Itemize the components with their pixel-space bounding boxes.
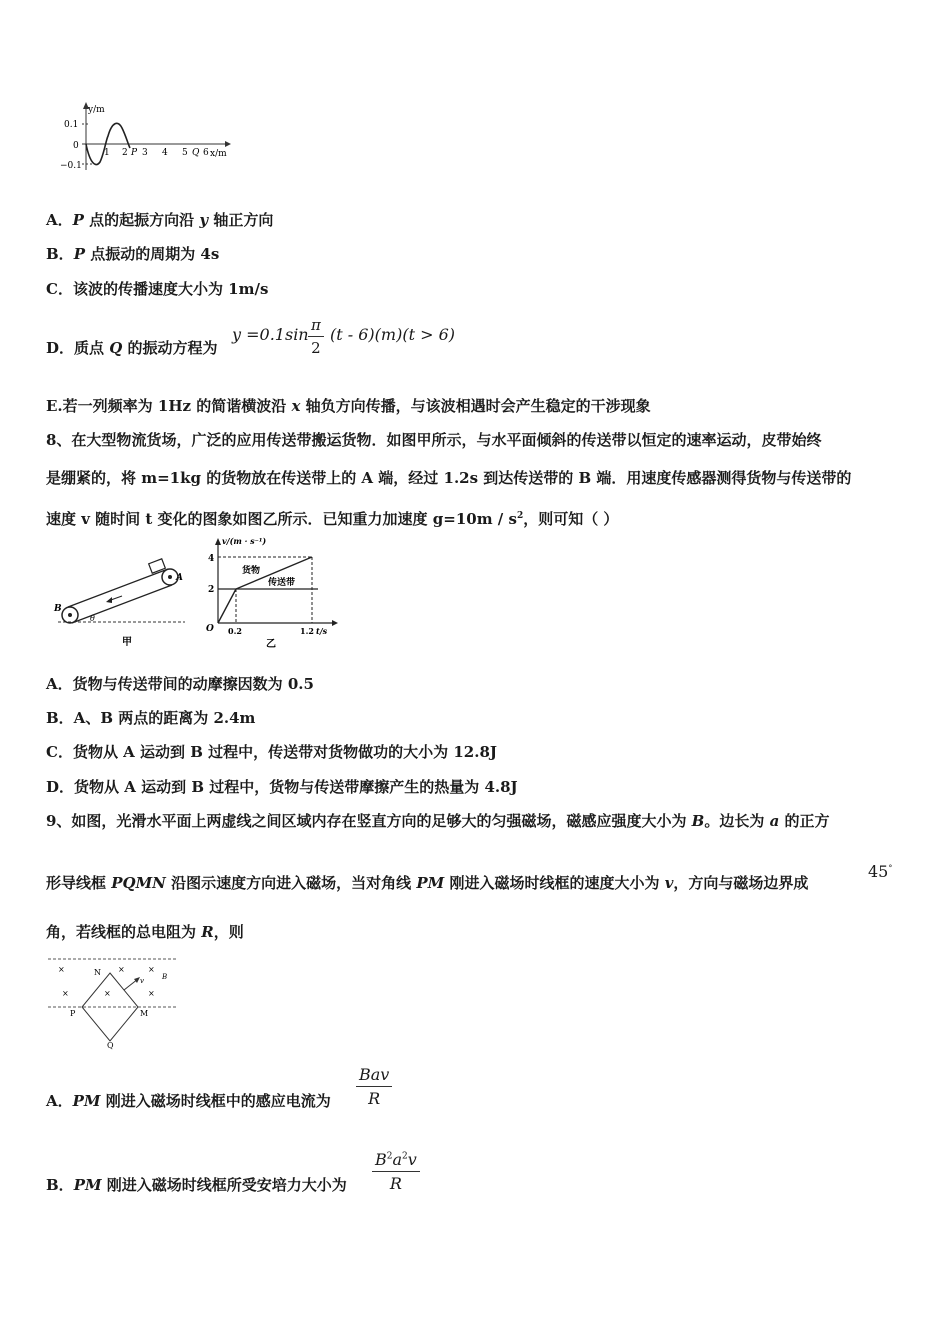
option-var: Q (109, 339, 123, 357)
option-text: 的振动方程为 (122, 339, 218, 357)
label-p: P (70, 1009, 76, 1018)
option-var: y (199, 211, 209, 229)
q9-stem-line (46, 811, 830, 831)
wave-x-tick: 4 (162, 148, 168, 158)
wave-x-tick: 5 (182, 148, 188, 158)
stem-var: v (664, 874, 674, 892)
stem-var: a (769, 812, 780, 830)
option-b-fraction (372, 1150, 420, 1193)
magnetic-field-figure (48, 955, 183, 1050)
q8-option-d: D．货物从 A 运动到 B 过程中，货物与传送带摩擦产生的热量为 4.8J (46, 778, 518, 796)
option-letter: A． (46, 211, 73, 229)
cross-mark: × (104, 989, 111, 998)
q8-option-b: B．A、B 两点的距离为 2.4m (46, 709, 256, 727)
q8-stem-line (46, 506, 618, 529)
num-sup: 2 (386, 1151, 393, 1162)
option-subject: P (73, 245, 85, 263)
degree-sign: ° (888, 863, 893, 873)
option-letter: A． (46, 1092, 73, 1110)
conveyor-figure-jia (50, 555, 190, 650)
stem-var: B (691, 812, 705, 830)
fraction-numerator: Bav (356, 1065, 392, 1087)
label-m: M (140, 1009, 149, 1018)
d-formula-fraction (308, 316, 324, 357)
stem-text: 速度 v 随时间 t 变化的图象如图乙所示．已知重力加速度 g=10m / s (46, 510, 517, 528)
stem-text: 9、如图，光滑水平面上两虚线之间区域内存在竖直方向的足够大的匀强磁场，磁感应强度大小为 (46, 812, 692, 830)
d-formula-lhs: y =0.1sin (232, 325, 309, 344)
stem-text: 角，若线框的总电阻为 (46, 923, 202, 941)
yi-y-label: v/(m · s⁻¹) (222, 536, 267, 546)
num-part: B (375, 1150, 387, 1169)
q8-stem-line: 8、在大型物流货场，广泛的应用传送带搬运货物．如图甲所示，与水平面倾斜的传送带以恒定的速率运动，皮带始终 (46, 431, 822, 449)
wave-y-tick: 0 (73, 141, 79, 151)
option-text: 轴负方向传播，与该波相遇时会产生稳定的干涉现象 (300, 397, 651, 415)
label-b: B (54, 604, 62, 614)
q7-option-a (46, 210, 273, 230)
label-v: v (140, 977, 144, 985)
stem-text: 。边长为 (704, 812, 770, 830)
option-subject: PM (72, 1092, 101, 1110)
cross-mark: × (58, 965, 65, 974)
option-var: x (291, 397, 301, 415)
q8-option-a: A．货物与传送带间的动摩擦因数为 0.5 (46, 675, 314, 693)
wave-graph (60, 100, 240, 175)
angle-theta: θ (90, 614, 95, 623)
cross-mark: × (62, 989, 69, 998)
stem-text: ，方向与磁场边界成 (673, 874, 809, 892)
wave-y-label: y/m (88, 105, 105, 115)
label-q: Q (107, 1041, 114, 1050)
label-b: B (162, 973, 168, 981)
option-text: 点的起振方向沿 (83, 211, 200, 229)
wave-x-label: x/m (210, 149, 227, 159)
caption-jia: 甲 (122, 637, 132, 648)
num-part: a (392, 1150, 403, 1169)
cross-mark: × (118, 965, 125, 974)
yi-x-tick: 0.2 (228, 626, 242, 636)
yi-y-tick: 2 (208, 585, 215, 595)
wave-x-tick: 2 (122, 148, 128, 158)
legend-goods: 货物 (242, 566, 261, 576)
option-letter: B． (46, 245, 74, 263)
superscript: 2 (516, 511, 524, 521)
d-formula-rhs: (t - 6)(m)(t > 6) (330, 325, 455, 344)
option-text: 刚进入磁场时线框所受安培力大小为 (101, 1176, 347, 1194)
caption-yi: 乙 (266, 639, 276, 650)
option-text: 质点 (74, 339, 110, 357)
stem-text: ，则可知（ ） (523, 510, 619, 528)
wave-x-tick: 3 (142, 148, 148, 158)
stem-text: 刚进入磁场时线框的速度大小为 (444, 874, 665, 892)
q7-option-d (46, 338, 218, 358)
stem-var: R (201, 923, 214, 941)
num-part: v (407, 1150, 417, 1169)
q7-option-e (46, 396, 651, 416)
q9-stem-line (46, 922, 244, 942)
fraction-numerator: π (308, 316, 324, 337)
option-letter: C． (46, 280, 73, 298)
stem-var: PM (416, 874, 445, 892)
wave-y-tick: 0.1 (64, 120, 79, 130)
stem-text: 的正方 (779, 812, 830, 830)
num-sup: 2 (402, 1151, 408, 1162)
stem-text: ，则 (213, 923, 244, 941)
q7-option-b (46, 244, 219, 264)
option-letter: B． (46, 1176, 74, 1194)
yi-y-tick: 4 (208, 554, 215, 564)
label-a: A (176, 573, 183, 583)
fraction-denominator: 2 (311, 339, 321, 357)
q8-stem-line: 是绷紧的，将 m=1kg 的货物放在传送带上的 A 端，经过 1.2s 到达传送带的 B 端．用速度传感器测得货物与传送带的 (46, 469, 852, 487)
option-text: 点振动的周期为 4s (84, 245, 220, 263)
label-n: N (94, 968, 101, 977)
velocity-time-graph-yi (200, 535, 340, 650)
wave-y-tick: −0.1 (60, 161, 82, 171)
cross-mark: × (148, 965, 155, 974)
q8-option-c: C．货物从 A 运动到 B 过程中，传送带对货物做功的大小为 12.8J (46, 743, 497, 761)
fraction-numerator (372, 1150, 420, 1172)
q9-stem-line (46, 873, 808, 893)
option-text: 该波的传播速度大小为 1m/s (72, 280, 269, 298)
stem-text: 形导线框 (46, 874, 112, 892)
yi-origin: O (206, 624, 214, 634)
q9-option-a (46, 1091, 331, 1111)
fraction-denominator: R (368, 1089, 381, 1108)
q9-option-b (46, 1175, 347, 1195)
yi-x-tick: 1.2 (300, 626, 314, 636)
wave-x-tick: 6 (203, 148, 209, 158)
wave-x-tick: 1 (104, 148, 110, 158)
option-subject: PM (73, 1176, 102, 1194)
legend-belt: 传送带 (268, 578, 296, 588)
wave-x-tick: Q (192, 148, 200, 158)
yi-x-label: t/s (316, 626, 328, 636)
option-letter: D． (46, 339, 75, 357)
angle-value: 45 (868, 862, 889, 881)
option-subject: P (72, 211, 84, 229)
option-text: E.若一列频率为 1Hz 的简谐横波沿 (46, 397, 292, 415)
q7-option-c (46, 279, 268, 299)
cross-mark: × (148, 989, 155, 998)
wave-x-tick: P (131, 148, 138, 158)
fraction-denominator: R (389, 1174, 402, 1193)
option-text: 轴正方向 (208, 211, 274, 229)
stem-text: 沿图示速度方向进入磁场，当对角线 (165, 874, 417, 892)
stem-var: PQMN (111, 874, 166, 892)
angle-45 (868, 862, 892, 881)
option-text: 刚进入磁场时线框中的感应电流为 (100, 1092, 331, 1110)
option-a-fraction (356, 1065, 392, 1108)
